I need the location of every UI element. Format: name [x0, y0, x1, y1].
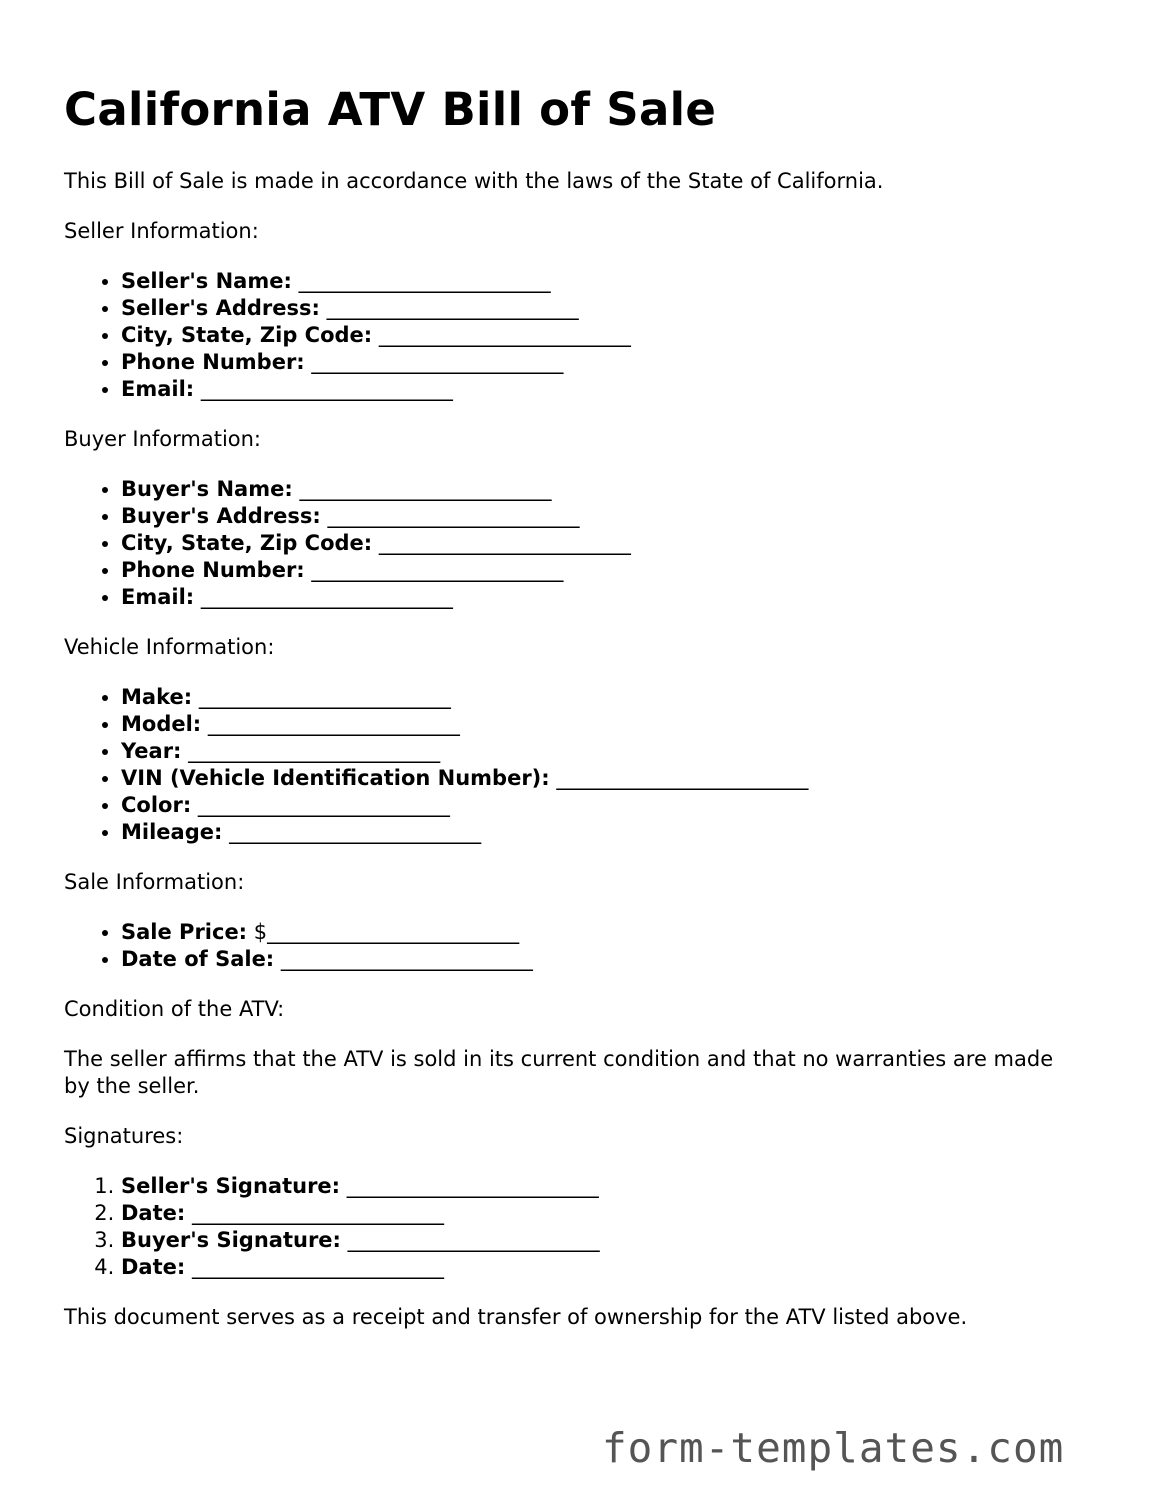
fill-in-blank[interactable]: ________________________: [556, 766, 809, 790]
buyer-section-heading: Buyer Information:: [64, 427, 262, 451]
buyer-phone-field: [121, 557, 1104, 584]
condition-statement: The seller affirms that the ATV is sold in its current condition and that no warranties are made by the seller.: [64, 1047, 1054, 1098]
sale-section-heading: Sale Information:: [64, 870, 245, 894]
fill-in-blank[interactable]: ________________________: [346, 1174, 599, 1198]
field-label: Buyer's Name:: [121, 477, 293, 501]
buyer-city-state-zip-field: [121, 530, 1104, 557]
field-label: City, State, Zip Code:: [121, 323, 373, 347]
fill-in-blank[interactable]: ________________________: [327, 504, 580, 528]
fill-in-blank[interactable]: ________________________: [311, 350, 564, 374]
fill-in-blank[interactable]: ________________________: [267, 920, 520, 944]
field-label: Email:: [121, 377, 195, 401]
fill-in-blank[interactable]: ________________________: [347, 1228, 600, 1252]
field-label: Phone Number:: [121, 350, 305, 374]
fill-in-blank[interactable]: ________________________: [298, 269, 551, 293]
fill-in-blank[interactable]: ________________________: [197, 793, 450, 817]
fill-in-blank[interactable]: ________________________: [326, 296, 579, 320]
fill-in-blank[interactable]: ________________________: [299, 477, 552, 501]
field-label: Sale Price:: [121, 920, 248, 944]
field-label: Email:: [121, 585, 195, 609]
field-label: Make:: [121, 685, 193, 709]
vehicle-model-field: [121, 711, 1104, 738]
vehicle-section-heading: Vehicle Information:: [64, 635, 275, 659]
field-label: Date:: [121, 1255, 186, 1279]
closing-statement: This document serves as a receipt and transfer of ownership for the ATV listed above.: [64, 1305, 968, 1329]
field-label: Phone Number:: [121, 558, 305, 582]
sale-date-field: [121, 946, 1104, 973]
buyer-signature-field: [121, 1227, 1104, 1254]
fill-in-blank[interactable]: ________________________: [191, 1201, 444, 1225]
seller-city-state-zip-field: [121, 322, 1104, 349]
intro-text: This Bill of Sale is made in accordance with the laws of the State of California.: [64, 169, 884, 193]
vehicle-mileage-field: [121, 819, 1104, 846]
fill-in-blank[interactable]: ________________________: [188, 739, 441, 763]
sale-price-field: [121, 919, 1104, 946]
field-label: Buyer's Signature:: [121, 1228, 341, 1252]
fill-in-blank[interactable]: ________________________: [200, 585, 453, 609]
vehicle-make-field: [121, 684, 1104, 711]
condition-section-heading: Condition of the ATV:: [64, 997, 285, 1021]
field-label: Seller's Address:: [121, 296, 320, 320]
field-label: Seller's Signature:: [121, 1174, 341, 1198]
vehicle-year-field: [121, 738, 1104, 765]
fill-in-blank[interactable]: ________________________: [198, 685, 451, 709]
seller-signature-field: [121, 1173, 1104, 1200]
fill-in-blank[interactable]: ________________________: [280, 947, 533, 971]
vehicle-field-list: [64, 684, 1104, 846]
seller-email-field: [121, 376, 1104, 403]
document-title: California ATV Bill of Sale: [64, 83, 717, 136]
seller-name-field: [121, 268, 1104, 295]
buyer-name-field: [121, 476, 1104, 503]
seller-field-list: [64, 268, 1104, 403]
field-label: VIN (Vehicle Identification Number):: [121, 766, 550, 790]
field-label: City, State, Zip Code:: [121, 531, 373, 555]
vehicle-color-field: [121, 792, 1104, 819]
fill-in-blank[interactable]: ________________________: [378, 531, 631, 555]
document-page: [64, 84, 1104, 1331]
field-label: Seller's Name:: [121, 269, 292, 293]
signatures-section-heading: Signatures:: [64, 1124, 184, 1148]
buyer-field-list: [64, 476, 1104, 611]
fill-in-blank[interactable]: ________________________: [200, 377, 453, 401]
buyer-email-field: [121, 584, 1104, 611]
seller-section-heading: Seller Information:: [64, 219, 259, 243]
field-label: Buyer's Address:: [121, 504, 321, 528]
fill-in-blank[interactable]: ________________________: [191, 1255, 444, 1279]
seller-phone-field: [121, 349, 1104, 376]
buyer-address-field: [121, 503, 1104, 530]
field-label: Color:: [121, 793, 192, 817]
watermark: form-templates.com: [602, 1424, 1065, 1472]
field-label: Date:: [121, 1201, 186, 1225]
field-label: Model:: [121, 712, 202, 736]
sale-field-list: [64, 919, 1104, 973]
seller-address-field: [121, 295, 1104, 322]
buyer-signature-date-field: [121, 1254, 1104, 1281]
field-label: Year:: [121, 739, 182, 763]
currency-prefix: $: [253, 920, 268, 944]
signature-field-list: [64, 1173, 1104, 1281]
vehicle-vin-field: [121, 765, 1104, 792]
fill-in-blank[interactable]: ________________________: [207, 712, 460, 736]
fill-in-blank[interactable]: ________________________: [229, 820, 482, 844]
fill-in-blank[interactable]: ________________________: [378, 323, 631, 347]
field-label: Mileage:: [121, 820, 223, 844]
fill-in-blank[interactable]: ________________________: [311, 558, 564, 582]
field-label: Date of Sale:: [121, 947, 275, 971]
seller-signature-date-field: [121, 1200, 1104, 1227]
